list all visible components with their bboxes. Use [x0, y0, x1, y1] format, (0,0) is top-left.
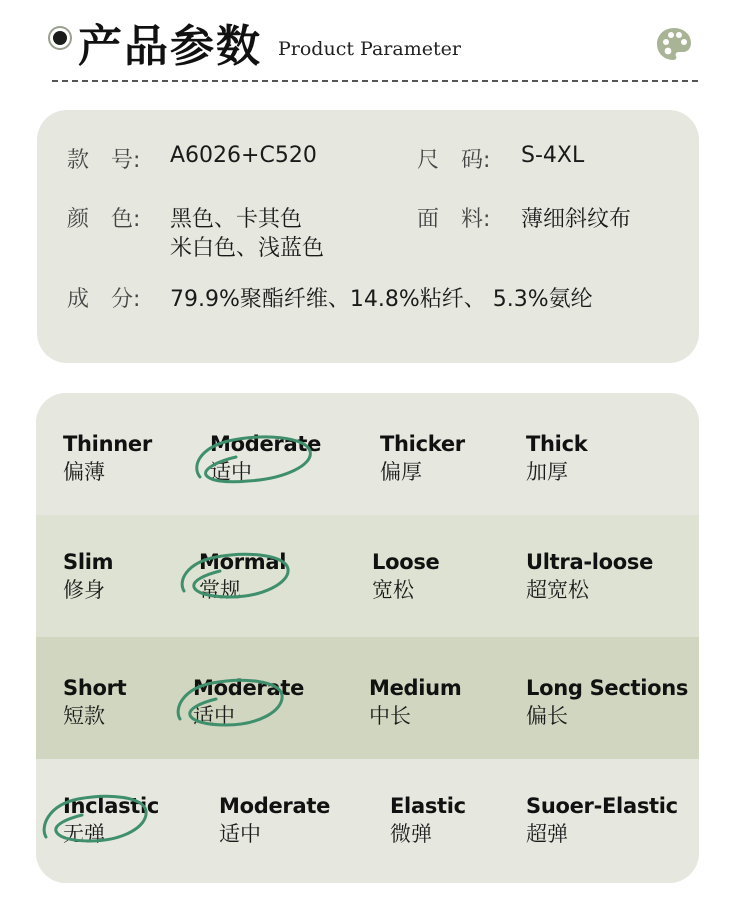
option-suoer-elastic: Suoer-Elastic 超弹: [526, 794, 678, 846]
size-value: S-4XL: [521, 143, 585, 168]
option-elastic: Elastic 微弹: [390, 794, 466, 846]
option-thinner: Thinner 偏薄: [63, 432, 152, 484]
color-value-line2: 米白色、浅蓝色: [170, 236, 325, 261]
page-title: 产品参数: [78, 21, 262, 72]
header-divider: [52, 80, 698, 82]
attribute-row-fit: [36, 515, 699, 637]
option-moderate: Moderate 适中: [210, 432, 322, 484]
option-inclastic: Inclastic 无弹: [63, 794, 160, 846]
option-thicker: Thicker 偏厚: [380, 432, 465, 484]
selected-ring: [172, 673, 305, 735]
attribute-row-thickness: [36, 393, 699, 515]
style-no-value: A6026+C520: [170, 143, 317, 168]
size-label: 尺 码:: [417, 148, 491, 173]
option-moderate: Moderate 适中: [219, 794, 331, 846]
option-short: Short 短款: [63, 676, 127, 728]
fabric-label: 面 料:: [417, 207, 491, 232]
option-moderate: Moderate 适中: [193, 676, 305, 728]
page-header: [0, 0, 750, 90]
option-medium: Medium 中长: [369, 676, 462, 728]
option-thick: Thick 加厚: [526, 432, 588, 484]
selected-ring: [40, 789, 160, 851]
attribute-card: [36, 393, 699, 883]
style-no-label: 款 号:: [67, 148, 141, 173]
composition-value: 79.9%聚酯纤维、14.8%粘纤、 5.3%氨纶: [170, 287, 593, 312]
attribute-row-elasticity: [36, 759, 699, 883]
fabric-value: 薄细斜纹布: [521, 207, 632, 232]
palette-icon: [656, 27, 692, 61]
composition-label: 成 分:: [67, 287, 141, 312]
selected-ring: [176, 547, 306, 607]
option-loose: Loose 宽松: [372, 550, 440, 602]
bullet-icon: [53, 31, 67, 45]
option-long-sections: Long Sections 偏长: [526, 676, 689, 728]
option-ultra-loose: Ultra-loose 超宽松: [526, 550, 654, 602]
spec-card: [37, 110, 699, 363]
color-value-line1: 黑色、卡其色: [170, 207, 303, 232]
attribute-row-length: [36, 637, 699, 759]
selected-ring: [188, 431, 328, 489]
option-mormal: Mormal 常规: [199, 550, 287, 602]
page-subtitle: Product Parameter: [278, 38, 461, 60]
color-label: 颜 色:: [67, 207, 141, 232]
option-slim: Slim 修身: [63, 550, 114, 602]
